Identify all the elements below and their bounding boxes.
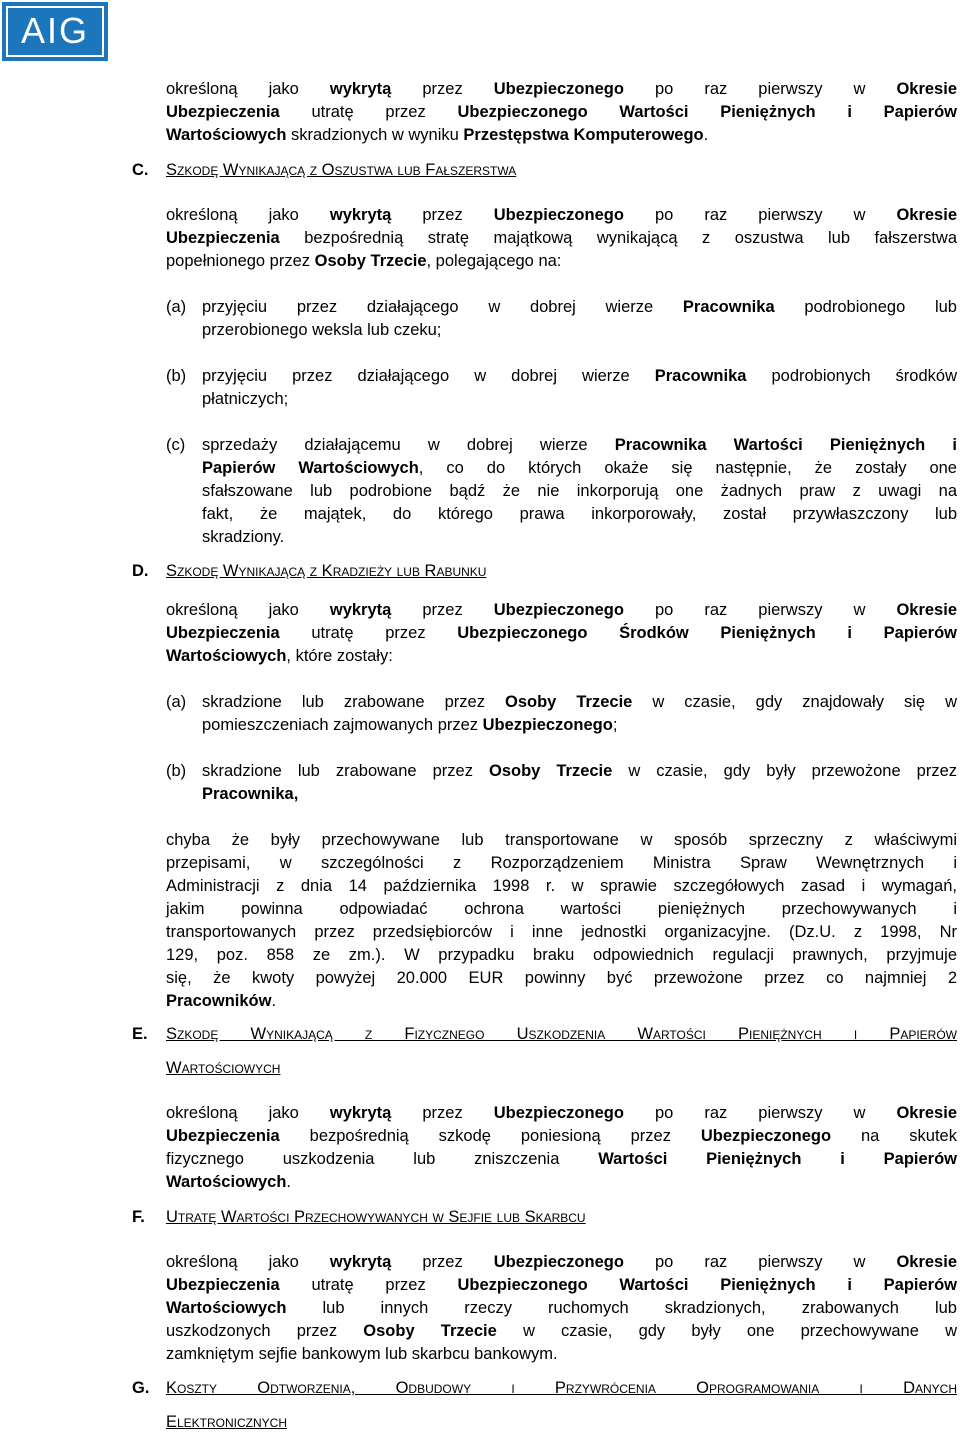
section-c-item-c-label: (c) xyxy=(166,436,186,454)
text-line xyxy=(166,1343,957,1366)
bold-term: Osoby Trzecie xyxy=(488,762,613,780)
bold-term: Osoby Trzecie xyxy=(314,252,427,270)
text-line xyxy=(202,365,957,388)
text-run: popełnionego przez xyxy=(166,252,315,270)
text-line xyxy=(166,921,957,944)
bold-term: Ubezpieczonego Wartości Pieniężnych i Papierów xyxy=(457,1276,957,1294)
section-f-letter: F. xyxy=(132,1208,145,1226)
text-run: . xyxy=(271,992,277,1010)
bold-term: Wartości Pieniężnych i Papierów xyxy=(598,1150,957,1168)
bold-term: Okresie xyxy=(896,1253,957,1271)
bold-term: Wartościowych xyxy=(166,647,287,665)
text-run: płatniczych; xyxy=(202,390,289,408)
text-run: bezpośrednią stratę majątkową wynikającą z oszustwa lub fałszerstwa xyxy=(279,229,957,247)
text-line xyxy=(202,319,957,342)
text-run: po raz pierwszy w xyxy=(623,1104,897,1122)
text-run: , co do których okaże się następnie, że zostały one xyxy=(418,459,957,477)
bold-term: Ubezpieczenia xyxy=(166,624,280,642)
section-d-body xyxy=(166,599,957,668)
text-run: skradzione lub zrabowane przez xyxy=(202,762,489,780)
text-line xyxy=(166,944,957,967)
bold-term: Pracownika xyxy=(654,367,747,385)
section-e-title-line1: Szkodę Wynikającą z Fizycznego Uszkodzenia Wartości Pieniężnych i Papierów xyxy=(166,1025,957,1043)
text-line xyxy=(202,526,957,549)
text-run: określoną jako xyxy=(166,601,330,619)
text-run: fakt, że majątek, do którego prawa inkorporowały, został przywłaszczony lub xyxy=(202,505,957,523)
text-run: bezpośrednią szkodę poniesioną przez xyxy=(279,1127,701,1145)
text-run: przez xyxy=(391,1253,494,1271)
text-line xyxy=(202,457,957,480)
bold-term: Ubezpieczonego xyxy=(482,716,613,734)
text-run: przyjęciu przez działającego w dobrej wierze xyxy=(202,298,683,316)
text-run: po raz pierwszy w xyxy=(623,206,897,224)
text-line xyxy=(166,645,957,668)
text-run: lub innych rzeczy ruchomych skradzionych, zrabowanych lub xyxy=(286,1299,957,1317)
text-run: utratę przez xyxy=(279,624,458,642)
text-run: w czasie, gdy były przewożone przez xyxy=(612,762,957,780)
text-run: skradziony. xyxy=(202,528,285,546)
bold-term: Osoby Trzecie xyxy=(505,693,633,711)
text-run: fizycznego uszkodzenia lub zniszczenia xyxy=(166,1150,599,1168)
bold-term: Ubezpieczonego Środków Pieniężnych i Papierów xyxy=(457,624,958,642)
text-line xyxy=(166,898,957,921)
text-run: utratę przez xyxy=(279,103,458,121)
text-line xyxy=(166,622,957,645)
text-run: uszkodzonych przez xyxy=(166,1322,364,1340)
bold-term: Wartościowych xyxy=(166,126,287,144)
text-line xyxy=(202,388,957,411)
text-line xyxy=(202,480,957,503)
bold-term: Okresie xyxy=(896,601,957,619)
text-line xyxy=(166,250,957,273)
logo-text: AIG xyxy=(20,10,89,51)
text-line xyxy=(202,760,957,783)
section-g-letter: G. xyxy=(132,1379,150,1397)
bold-term: Ubezpieczenia xyxy=(166,103,280,121)
text-run: przez xyxy=(391,206,494,224)
text-line xyxy=(166,599,957,622)
text-run: , polegającego na: xyxy=(426,252,562,270)
text-line xyxy=(166,852,957,875)
text-line xyxy=(202,783,957,806)
text-run: się, że kwoty powyżej 20.000 EUR powinny być przewożone przez co najmniej 2 xyxy=(166,969,957,987)
bold-term: Ubezpieczenia xyxy=(166,229,280,247)
text-line xyxy=(166,1274,957,1297)
bold-term: Osoby Trzecie xyxy=(363,1322,497,1340)
text-run: w czasie, gdy znajdowały się w xyxy=(632,693,958,711)
section-f-body xyxy=(166,1251,957,1366)
text-run: , które zostały: xyxy=(286,647,393,665)
text-run: po raz pierwszy w xyxy=(623,1253,897,1271)
text-run: skradzione lub zrabowane przez xyxy=(202,693,505,711)
intro-paragraph xyxy=(166,78,957,147)
section-c-item-a-label: (a) xyxy=(166,298,187,316)
section-g-title-line1: Koszty Odtworzenia, Odbudowy i Przywrócenia Oprogramowania i Danych xyxy=(166,1379,957,1397)
section-c-body xyxy=(166,204,957,273)
bold-term: wykrytą xyxy=(329,206,392,224)
text-run: po raz pierwszy w xyxy=(623,601,897,619)
text-run: na skutek xyxy=(831,1127,957,1145)
section-c-title: Szkodę Wynikającą z Oszustwa lub Fałszerstwa xyxy=(166,161,517,179)
bold-term: wykrytą xyxy=(329,80,392,98)
text-line xyxy=(202,691,957,714)
text-line xyxy=(166,1171,957,1194)
text-run: . xyxy=(286,1173,292,1191)
text-run: podrobionego lub xyxy=(774,298,957,316)
text-line xyxy=(166,967,957,990)
text-line xyxy=(166,1251,957,1274)
text-line xyxy=(202,296,957,319)
text-line xyxy=(166,990,957,1013)
text-line xyxy=(166,101,957,124)
text-line xyxy=(166,124,957,147)
text-run: przez xyxy=(391,601,494,619)
bold-term: Ubezpieczonego xyxy=(700,1127,832,1145)
bold-term: Okresie xyxy=(896,1104,957,1122)
text-line xyxy=(202,503,957,526)
text-line xyxy=(166,875,957,898)
text-run: transportowanych przez przedsiębiorców i inne jednostki organizacyjne. (Dz.U. z 1998, Nr xyxy=(166,923,957,941)
text-run: pomieszczeniach zajmowanych przez xyxy=(202,716,483,734)
text-run: po raz pierwszy w xyxy=(623,80,897,98)
bold-term: Okresie xyxy=(896,80,957,98)
text-run: ; xyxy=(612,716,618,734)
section-c-item-b-text xyxy=(202,365,957,411)
text-run: skradzionych w wyniku xyxy=(286,126,464,144)
text-line xyxy=(202,434,957,457)
text-run: utratę przez xyxy=(279,1276,458,1294)
text-run: przerobionego weksla lub czeku; xyxy=(202,321,442,339)
text-run: określoną jako xyxy=(166,206,330,224)
text-line xyxy=(166,829,957,852)
text-line xyxy=(166,204,957,227)
bold-term: Papierów Wartościowych xyxy=(202,459,419,477)
text-run: przez xyxy=(391,1104,494,1122)
text-run: 129, poz. 858 ze zm.). W przypadku braku odpowiednich regulacji prawnych, przyjmuje xyxy=(166,946,957,964)
bold-term: Przestępstwa Komputerowego xyxy=(463,126,704,144)
bold-term: Ubezpieczonego xyxy=(493,206,624,224)
aig-logo xyxy=(2,2,108,61)
section-c-letter: C. xyxy=(132,161,149,179)
text-line xyxy=(166,1297,957,1320)
section-g-title-line2: Elektronicznych xyxy=(166,1413,288,1431)
section-c-item-b-label: (b) xyxy=(166,367,187,385)
section-d-item-a-label: (a) xyxy=(166,693,187,711)
section-d-closing xyxy=(166,829,957,1013)
section-d-title: Szkodę Wynikającą z Kradzieży lub Rabunku xyxy=(166,562,487,580)
bold-term: Wartościowych xyxy=(166,1299,287,1317)
text-line xyxy=(166,1148,957,1171)
section-d-item-b-label: (b) xyxy=(166,762,187,780)
bold-term: wykrytą xyxy=(329,1253,392,1271)
text-run: określoną jako xyxy=(166,80,330,98)
section-e-title-line2: Wartościowych xyxy=(166,1059,281,1077)
text-run: Administracji z dnia 14 października 1998 r. w sprawie szczegółowych zasad i wymagań, xyxy=(166,877,957,895)
bold-term: Pracowników xyxy=(166,992,272,1010)
bold-term: Ubezpieczenia xyxy=(166,1127,280,1145)
bold-term: Okresie xyxy=(896,206,957,224)
text-run: określoną jako xyxy=(166,1104,330,1122)
text-run: . xyxy=(703,126,709,144)
text-run: przez xyxy=(391,80,494,98)
section-c-item-a-text xyxy=(202,296,957,342)
text-run: sfałszowane lub podrobione bądź że nie inkorporują one żadnych praw z uwagi na xyxy=(202,482,957,500)
bold-term: Ubezpieczonego Wartości Pieniężnych i Papierów xyxy=(457,103,957,121)
text-line xyxy=(202,714,957,737)
text-run: przyjęciu przez działającego w dobrej wierze xyxy=(202,367,655,385)
text-line xyxy=(166,1125,957,1148)
bold-term: Ubezpieczonego xyxy=(493,80,624,98)
bold-term: Ubezpieczenia xyxy=(166,1276,280,1294)
bold-term: Ubezpieczonego xyxy=(493,601,624,619)
text-line xyxy=(166,227,957,250)
text-run: określoną jako xyxy=(166,1253,330,1271)
text-run: zamkniętym sejfie bankowym lub skarbcu bankowym. xyxy=(166,1345,558,1363)
text-run: chyba że były przechowywane lub transportowane w sposób sprzeczny z właściwymi xyxy=(166,831,957,849)
text-line xyxy=(166,1320,957,1343)
bold-term: wykrytą xyxy=(329,1104,392,1122)
bold-term: Pracownika Wartości Pieniężnych i xyxy=(614,436,957,454)
bold-term: Ubezpieczonego xyxy=(493,1253,624,1271)
text-line xyxy=(166,1102,957,1125)
section-e-letter: E. xyxy=(132,1025,148,1043)
bold-term: Pracownika xyxy=(682,298,775,316)
bold-term: wykrytą xyxy=(329,601,392,619)
text-run: jakim powinna odpowiadać ochrona wartości pieniężnych przechowywanych i xyxy=(166,900,957,918)
bold-term: Ubezpieczonego xyxy=(493,1104,624,1122)
section-d-letter: D. xyxy=(132,562,149,580)
bold-term: Pracownika, xyxy=(202,785,299,803)
text-run: przepisami, w szczególności z Rozporządzeniem Ministra Spraw Wewnętrznych i xyxy=(166,854,957,872)
text-line xyxy=(166,78,957,101)
section-d-item-b-text xyxy=(202,760,957,806)
section-f-title: Utratę Wartości Przechowywanych w Sejfie lub Skarbcu xyxy=(166,1208,586,1226)
section-e-body xyxy=(166,1102,957,1194)
text-run: podrobionych środków xyxy=(746,367,957,385)
text-run: w czasie, gdy były one przechowywane w xyxy=(496,1322,958,1340)
section-c-item-c-text xyxy=(202,434,957,549)
section-d-item-a-text xyxy=(202,691,957,737)
text-run: sprzedaży działającemu w dobrej wierze xyxy=(202,436,615,454)
bold-term: Wartościowych xyxy=(166,1173,287,1191)
